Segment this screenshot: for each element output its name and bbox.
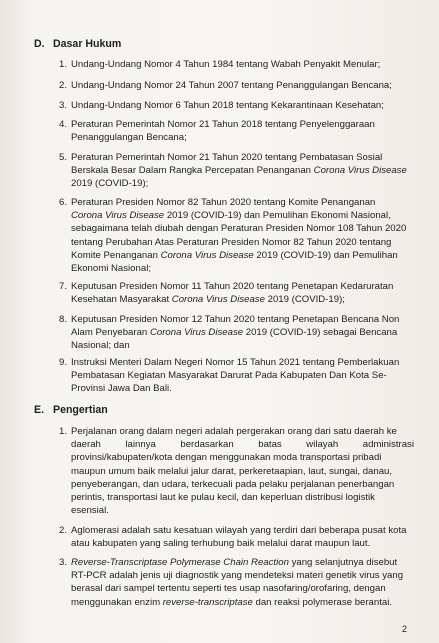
- section-letter: D.: [34, 38, 45, 50]
- section-title: Dasar Hukum: [53, 38, 122, 50]
- list-item: [59, 151, 414, 191]
- item-text: [71, 280, 414, 306]
- item-line: Alam Penyebaran Corona Virus Disease 2019 (COVID-19) sebagai Bencana: [71, 327, 398, 339]
- list-item: [59, 425, 414, 517]
- item-number: 4.: [59, 119, 68, 130]
- item-line: Keputusan Presiden Nomor 11 Tahun 2020 tentang Penetapan Kedaruratan: [71, 281, 394, 292]
- item-line: esensial.: [71, 505, 109, 517]
- page-number: 2: [402, 624, 408, 634]
- item-number: 7.: [59, 281, 68, 292]
- item-text: [71, 524, 414, 550]
- item-line: Peraturan Pemerintah Nomor 21 Tahun 2018 tentang Penyelenggaraan: [71, 119, 375, 130]
- item-text: [71, 556, 414, 609]
- item-number: 9.: [59, 357, 68, 368]
- item-text: [71, 151, 414, 191]
- list-item: [59, 280, 414, 306]
- item-number: 6.: [59, 197, 68, 208]
- list-item: [59, 58, 414, 71]
- item-line: Ekonomi Nasional;: [71, 263, 151, 275]
- item-line: RT-PCR adalah jenis uji diagnostik yang mendeteksi materi genetik virus yang: [71, 570, 404, 582]
- item-text: [71, 118, 414, 144]
- item-number: 1.: [59, 426, 68, 437]
- list-item: [59, 524, 414, 550]
- item-line: Pembatasan Kegiatan Masyarakat Darurat Pada Kabupaten Dan Kota Se-: [71, 370, 387, 382]
- item-number: 5.: [59, 152, 68, 163]
- section-letter: E.: [34, 404, 45, 416]
- section-title: Pengertian: [53, 404, 108, 416]
- item-line: Keputusan Presiden Nomor 12 Tahun 2020 tentang Penetapan Bencana Non: [71, 314, 400, 325]
- item-number: 3.: [59, 100, 68, 111]
- item-number: 8.: [59, 314, 68, 325]
- list-item: [59, 99, 414, 112]
- item-line: atau kabupaten yang saling terhubung baik melalui darat maupun laut.: [71, 538, 371, 550]
- item-number: 2.: [59, 80, 68, 91]
- item-number: 2.: [59, 525, 68, 536]
- item-line: Corona Virus Disease 2019 (COVID-19) dan Pemulihan Ekonomi Nasional,: [71, 210, 391, 222]
- item-line: Reverse-Transcriptase Polymerase Chain Reaction yang selanjutnya disebut: [71, 557, 398, 568]
- section-heading-dasar-hukum: [34, 38, 121, 50]
- list-item: [59, 118, 414, 144]
- item-text: Undang-Undang Nomor 4 Tahun 1984 tentang Wabah Penyakit Menular;: [71, 59, 381, 70]
- list-item: [59, 79, 414, 92]
- item-line: tentang Perubahan Atas Peraturan Presiden Nomor 82 Tahun 2020 tentang: [71, 236, 392, 248]
- item-line: Penanggulangan Bencana;: [71, 132, 187, 144]
- item-text: [71, 313, 414, 353]
- item-text: Undang-Undang Nomor 24 Tahun 2007 tentang Penanggulangan Bencana;: [71, 80, 392, 91]
- item-text: [71, 356, 414, 396]
- item-text: [71, 425, 414, 517]
- list-item: [59, 313, 414, 353]
- item-line: Kesehatan Masyarakat Corona Virus Disease 2019 (COVID-19);: [71, 294, 345, 306]
- item-line: maupun umum baik melalui jalur darat, perkeretaapian, laut, sungai, danau,: [71, 465, 393, 477]
- item-line: sebagaimana telah diubah dengan Peraturan Presiden Nomor 108 Tahun 2020: [71, 223, 407, 235]
- list-item: [59, 556, 414, 609]
- item-number: 3.: [59, 557, 68, 568]
- item-line: 2019 (COVID-19);: [71, 178, 149, 190]
- list-item: [59, 356, 414, 396]
- item-text: Undang-Undang Nomor 6 Tahun 2018 tentang Kekarantinaan Kesehatan;: [71, 100, 384, 111]
- item-line: daerah lainnya berdasarkan batas wilayah administrasi: [71, 439, 414, 451]
- item-line: penyeberangan, dan udara, terkecuali pada pelaku perjalanan penerbangan: [71, 478, 395, 490]
- section-heading-pengertian: [34, 404, 108, 416]
- item-line: Perjalanan orang dalam negeri adalah pergerakan orang dari satu daerah ke: [71, 426, 397, 437]
- item-line: Peraturan Presiden Nomor 82 Tahun 2020 tentang Komite Penanganan: [71, 197, 376, 208]
- item-line: menggunakan enzim reverse-transcriptase dan reaksi polymerase berantai.: [71, 596, 393, 608]
- item-line: Aglomerasi adalah satu kesatuan wilayah yang terdiri dari beberapa pusat kota: [71, 525, 407, 536]
- item-line: Berskala Besar Dalam Rangka Percepatan Penanganan Corona Virus Disease: [71, 165, 407, 177]
- item-line: berasal dari sampel tertentu seperti tes usap nasofaring/orofaring, dengan: [71, 583, 386, 595]
- item-line: Peraturan Pemerintah Nomor 21 Tahun 2020 tentang Pembatasan Sosial: [71, 152, 383, 163]
- item-line: Komite Penanganan Corona Virus Disease 2019 (COVID-19) dan Pemulihan: [71, 249, 398, 261]
- item-text: [71, 196, 414, 275]
- item-line: perintis, transportasi laut ke pulau kecil, dan keperluan distribusi logistik: [71, 492, 375, 504]
- item-line: Provinsi Jawa Dan Bali.: [71, 383, 172, 395]
- item-line: Instruksi Menteri Dalam Negeri Nomor 15 Tahun 2021 tentang Pemberlakuan: [71, 357, 400, 368]
- item-number: 1.: [59, 59, 68, 70]
- item-line: provinsi/kabupaten/kota dengan menggunakan moda transportasi pribadi: [71, 452, 382, 464]
- list-item: [59, 196, 414, 275]
- item-line: Nasional; dan: [71, 340, 130, 352]
